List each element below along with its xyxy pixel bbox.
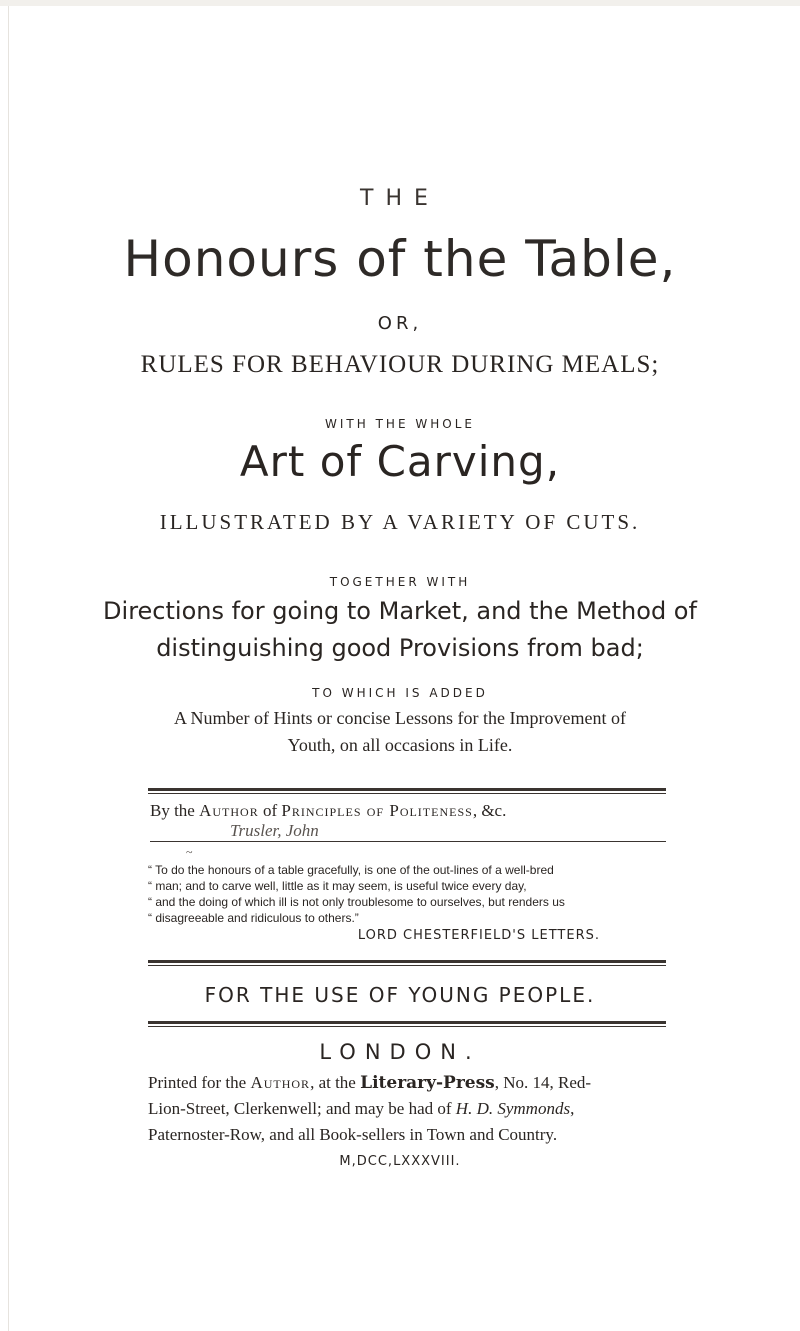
- with-whole-label: WITH THE WHOLE: [325, 417, 475, 431]
- audience-line: FOR THE USE OF YOUNG PEOPLE.: [204, 983, 596, 1007]
- author-byline: [150, 801, 670, 821]
- directions-line-1: Directions for going to Market, and the Method of: [103, 597, 697, 625]
- byline-of: of: [262, 801, 278, 820]
- illustrated-line: ILLUSTRATED BY A VARIETY OF CUTS.: [159, 510, 641, 534]
- to-which-added-label: TO WHICH IS ADDED: [312, 686, 488, 700]
- imprint-city: LONDON.: [319, 1040, 481, 1064]
- title-or: OR,: [377, 313, 423, 334]
- imprint-line-2: Lion-Street, Clerkenwell; and may be had of H. D. Symmonds,: [148, 1099, 575, 1118]
- subtitle-rules: RULES FOR BEHAVIOUR DURING MEALS;: [140, 351, 660, 378]
- hints-line-1: A Number of Hints or concise Lessons for the Improvement of: [174, 708, 626, 728]
- flourish-ornament-icon: ~: [186, 845, 193, 859]
- divider-rule-thin: [148, 793, 666, 794]
- divider-rule: [148, 960, 666, 963]
- imprint-block: [148, 1070, 668, 1148]
- directions-line-2: distinguishing good Provisions from bad;: [156, 634, 644, 662]
- imprint-line-2-text: Lion-Street, Clerkenwell; and may be had of: [148, 1099, 452, 1118]
- epigraph-line: “ To do the honours of a table gracefully, is one of the out-lines of a well-bred: [148, 863, 554, 877]
- byline-prefix: By the: [150, 801, 195, 820]
- divider-rule-thin: [148, 965, 666, 966]
- main-title: Honours of the Table,: [123, 230, 677, 288]
- imprint-line-3: Paternoster-Row, and all Book-sellers in Town and Country.: [148, 1125, 558, 1144]
- imprint-agent: H. D. Symmonds: [455, 1099, 571, 1118]
- imprint-at-the: , at the: [310, 1073, 356, 1092]
- handwritten-annotation: Trusler, John: [230, 821, 319, 840]
- byline-underline: [150, 841, 666, 842]
- imprint-line-1: [148, 1070, 668, 1096]
- imprint-press: Literary-Press: [360, 1073, 495, 1093]
- divider-rule: [148, 1021, 666, 1024]
- together-with-label: TOGETHER WITH: [329, 575, 471, 589]
- hints-line-2: Youth, on all occasions in Life.: [287, 735, 513, 755]
- epigraph-quote: [148, 862, 668, 926]
- title-the: THE: [360, 186, 440, 211]
- imprint-address: , No. 14, Red-: [494, 1073, 592, 1092]
- imprint-author: Author: [250, 1073, 311, 1092]
- divider-rule: [148, 788, 666, 791]
- imprint-printed-for: Printed for the: [148, 1073, 247, 1092]
- epigraph-line: “ man; and to carve well, little as it may seem, is useful twice every day,: [148, 879, 527, 893]
- byline-work: Principles of Politeness: [281, 801, 473, 820]
- epigraph-line: “ disagreeable and ridiculous to others.”: [148, 911, 359, 925]
- art-of-carving-title: Art of Carving,: [239, 437, 561, 486]
- epigraph-attribution: LORD CHESTERFIELD'S LETTERS.: [357, 928, 600, 943]
- epigraph-line: “ and the doing of which ill is not only troublesome to ourselves, but renders us: [148, 895, 565, 909]
- divider-rule-thin: [148, 1026, 666, 1027]
- byline-author: Author: [199, 801, 259, 820]
- byline-suffix: , &c.: [472, 801, 507, 820]
- imprint-date: M,DCC,LXXXVIII.: [339, 1154, 461, 1169]
